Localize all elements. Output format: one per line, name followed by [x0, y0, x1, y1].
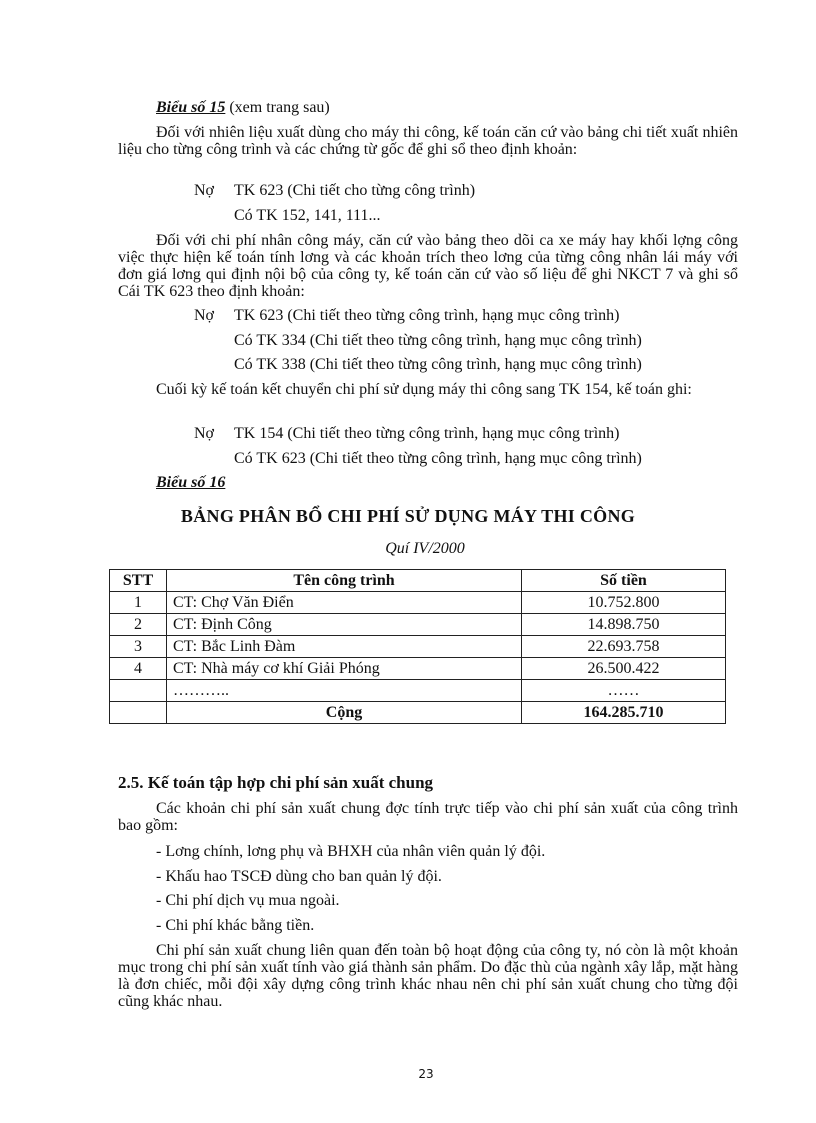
row-project-name: CT: Chợ Văn Điển [167, 592, 522, 614]
bieu-15-note: (xem trang sau) [225, 99, 330, 116]
table-total-row [110, 702, 726, 724]
list-item: - Lơng chính, lơng phụ và BHXH của nhân viên quản lý đội. [156, 843, 546, 860]
list-item: - Chi phí khác bằng tiền. [156, 917, 315, 934]
row-stt [110, 680, 167, 702]
row-project-name: CT: Bắc Linh Đàm [167, 636, 522, 658]
bieu-16-label: Biểu số 16 [156, 474, 226, 491]
list-item: - Chi phí dịch vụ mua ngoài. [156, 892, 340, 909]
entry-2-credit-338: Có TK 338 (Chi tiết theo từng công trình, hạng mục công trình) [234, 356, 642, 373]
section-intro: Các khoản chi phí sản xuất chung đợc tính trực tiếp vào chi phí sản xuất của công trình bao gồm: [118, 800, 738, 834]
table-row [110, 592, 726, 614]
table-row-ellipsis [110, 680, 726, 702]
entry-2-credit-334: Có TK 334 (Chi tiết theo từng công trình, hạng mục công trình) [234, 332, 642, 349]
entry-2-no: Nợ [194, 307, 215, 324]
entry-3-no: Nợ [194, 425, 215, 442]
row-stt: 1 [110, 592, 167, 614]
row-amount: 26.500.422 [522, 658, 726, 680]
entry-3-debit: TK 154 (Chi tiết theo từng công trình, hạng mục công trình) [234, 425, 620, 442]
header-amount: Số tiền [522, 570, 726, 592]
row-project-name: CT: Định Công [167, 614, 522, 636]
allocation-table [109, 569, 726, 724]
table-row [110, 636, 726, 658]
total-label: Cộng [167, 702, 522, 724]
row-project-name: ……….. [167, 680, 522, 702]
table-period: Quí IV/2000 [385, 540, 465, 557]
table-title: BẢNG PHÂN BỔ CHI PHÍ SỬ DỤNG MÁY THI CÔNG [180, 506, 636, 526]
entry-2-debit: TK 623 (Chi tiết theo từng công trình, hạng mục công trình) [234, 307, 620, 324]
paragraph-transfer: Cuối kỳ kế toán kết chuyển chi phí sử dụng máy thi công sang TK 154, kế toán ghi: [156, 381, 692, 398]
row-project-name: CT: Nhà máy cơ khí Giải Phóng [167, 658, 522, 680]
paragraph-fuel: Đối với nhiên liệu xuất dùng cho máy thi công, kế toán căn cứ vào bảng chi tiết xuất nhiên liệu cho từng công trình và các chứng từ gốc để ghi sổ theo định khoản: [118, 124, 738, 158]
row-stt: 3 [110, 636, 167, 658]
bieu-15-label: Biểu số 15 [156, 99, 226, 116]
entry-1-debit: TK 623 (Chi tiết cho từng công trình) [234, 182, 476, 199]
total-amount: 164.285.710 [522, 702, 726, 724]
paragraph-labor: Đối với chi phí nhân công máy, căn cứ vào bảng theo dõi ca xe máy hay khối lợng công việc thực hiện kế toán tính lơng và các khoản trích theo lơng của từng công nhân lái máy với đơn giá lơng qui định nội bộ của công ty, kế toán căn cứ vào số liệu để ghi NKCT 7 và ghi sổ Cái TK 623 theo định khoản: [118, 232, 738, 300]
row-stt: 2 [110, 614, 167, 636]
entry-1-credit: Có TK 152, 141, 111... [234, 207, 381, 224]
entry-1-no: Nợ [194, 182, 215, 199]
total-stt-empty [110, 702, 167, 724]
list-item: - Khấu hao TSCĐ dùng cho ban quản lý đội. [156, 868, 442, 885]
section-heading: 2.5. Kế toán tập hợp chi phí sản xuất chung [118, 773, 434, 792]
row-amount: 22.693.758 [522, 636, 726, 658]
row-stt: 4 [110, 658, 167, 680]
table-row [110, 658, 726, 680]
row-amount: 14.898.750 [522, 614, 726, 636]
section-closing: Chi phí sản xuất chung liên quan đến toàn bộ hoạt động của công ty, nó còn là một khoản mục trong chi phí sản xuất tính vào giá thành sản phẩm. Do đặc thù của ngành xây lắp, mặt hàng là đơn chiếc, mỗi đội xây dựng công trình khác nhau nên chi phí sản xuất chung cho từng đội cũng khác nhau. [118, 942, 738, 1010]
header-stt: STT [110, 570, 167, 592]
header-project-name: Tên công trình [167, 570, 522, 592]
page-number: 23 [418, 1067, 434, 1081]
row-amount: …… [522, 680, 726, 702]
row-amount: 10.752.800 [522, 592, 726, 614]
table-header-row [110, 570, 726, 592]
entry-3-credit: Có TK 623 (Chi tiết theo từng công trình, hạng mục công trình) [234, 450, 642, 467]
bieu-15-line [156, 99, 330, 116]
table-row [110, 614, 726, 636]
